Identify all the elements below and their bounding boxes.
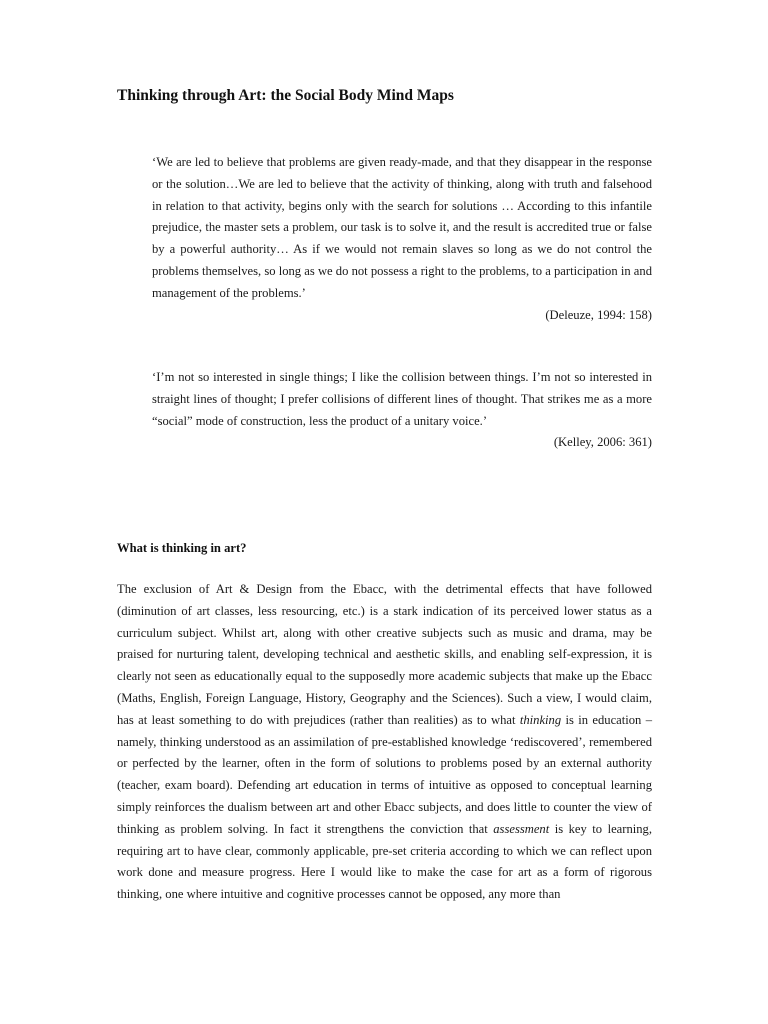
paragraph-text: is key to learning, requiring art to have clear, commonly applicable, pre-set criteria according to which we can reflect upon work done and measure progress. Here I would like to make the case for art as a form of rigorous thinking, one where intuitive and cognitive processes cannot be opposed, any more than xyxy=(117,821,652,902)
quote-citation: (Kelley, 2006: 361) xyxy=(553,435,652,450)
document-title: Thinking through Art: the Social Body Mind Maps xyxy=(117,87,454,104)
emphasis-thinking: thinking xyxy=(519,712,562,727)
paragraph-text: is in education – namely, thinking understood as an assimilation of pre-established knowledge ‘rediscovered’, remembered or perfected by the learner, often in the form of solutions to problems posed by an external authority (teacher, exam board). Defending art education in terms of intuitive as opposed to conceptual learning simply reinforces the dualism between art and other Ebacc subjects, and does little to counter the view of thinking as problem solving. In fact it strengthens the conviction that xyxy=(117,712,652,836)
quote-citation: (Deleuze, 1994: 158) xyxy=(545,307,652,322)
quote-text: ‘We are led to believe that problems are given ready-made, and that they disappear in the response or the solution…We are led to believe that the activity of thinking, along with truth and falsehood in relation to that activity, begins only with the search for solutions … According to this infantile prejudice, the master sets a problem, our task is to solve it, and the result is accredited true or false by a powerful authority… As if we would not remain slaves so long as we do not control the problems themselves, so long as we do not possess a right to the problems, to a participation in and management of the problems.’ xyxy=(152,155,652,300)
block-quote-deleuze xyxy=(152,152,652,326)
body-paragraph xyxy=(117,579,652,906)
block-quote-kelley xyxy=(152,367,652,454)
quote-text: ‘I’m not so interested in single things; I like the collision between things. I’m not so interested in straight lines of thought; I prefer collisions of different lines of thought. That strikes me as a more “social” mode of construction, less the product of a unitary voice.’ xyxy=(152,370,652,428)
paragraph-text: The exclusion of Art & Design from the Ebacc, with the detrimental effects that have followed (diminution of art classes, less resourcing, etc.) is a stark indication of its perceived lower status as a curriculum subject. Whilst art, along with other creative subjects such as music and drama, may be praised for nurturing talent, developing technical and aesthetic skills, and enabling self-expression, it is clearly not seen as educationally equal to the supposedly more academic subjects that make up the Ebacc (Maths, English, Foreign Language, History, Geography and the Sciences). Such a view, I would claim, has at least something to do with prejudices (rather than realities) as to what xyxy=(117,582,652,727)
emphasis-assessment: assessment xyxy=(493,821,550,836)
section-heading: What is thinking in art? xyxy=(117,541,247,555)
